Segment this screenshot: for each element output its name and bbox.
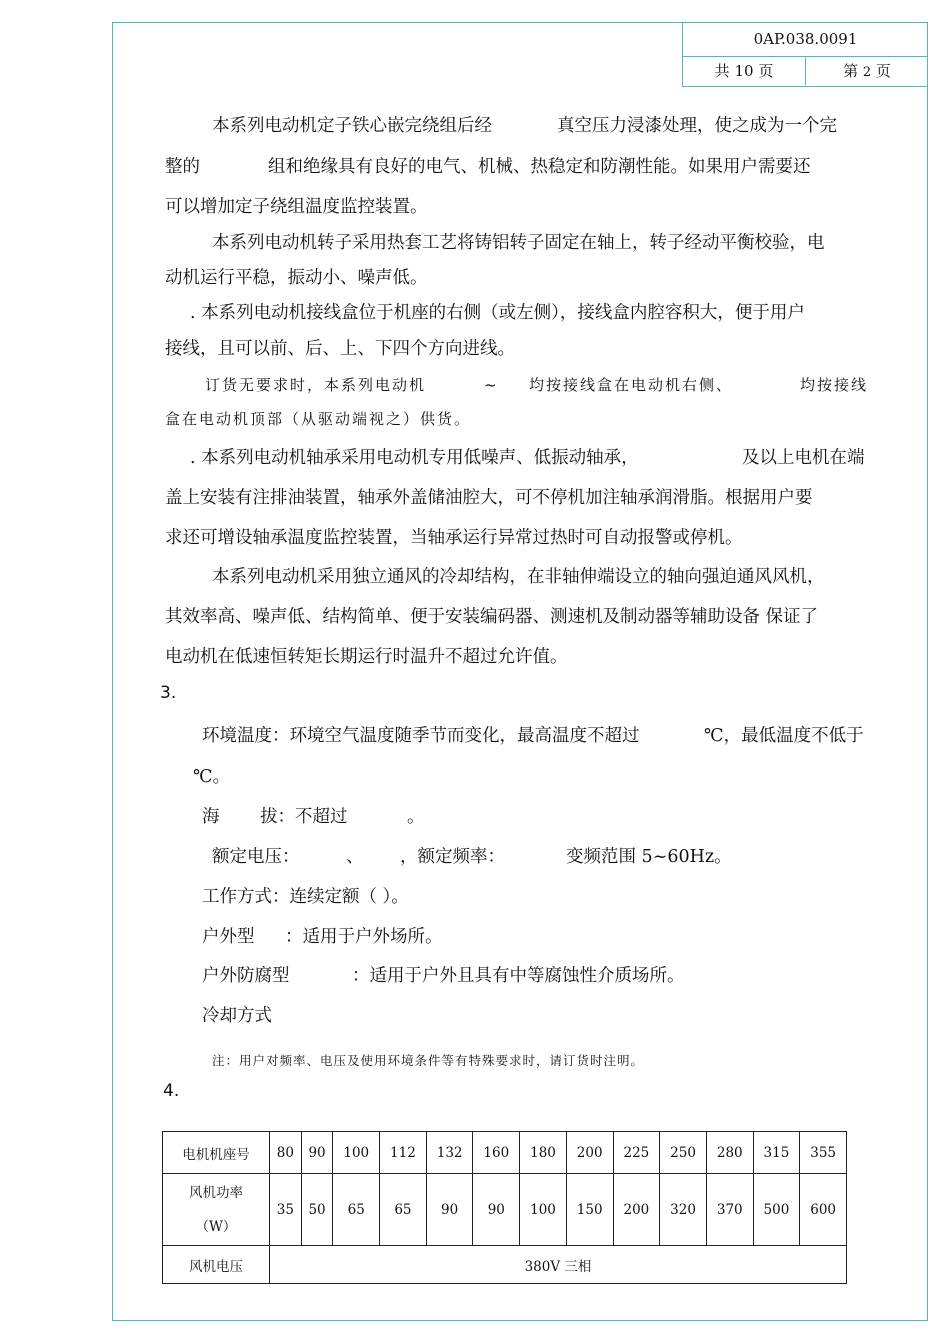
section-heading: 3. [160,683,177,703]
header-box [682,22,928,87]
env-temperature: ℃。 [193,767,231,787]
paragraph-line: 接线，且可以前、后、上、下四个方向进线。 [165,339,515,359]
paragraph-line: 及以上电机在端 [742,448,865,468]
table-cell: 250 [660,1132,707,1174]
rated-voltage: 额定电压： [212,847,300,867]
anticorrosion-type: 户外防腐型 [202,966,290,986]
fan-table [162,1131,847,1284]
table-cell: 180 [520,1132,567,1174]
paragraph-line: 动机运行平稳，振动小、噪声低。 [165,268,428,288]
paragraph-line: 真空压力浸漆处理，使之成为一个完 [557,116,837,136]
table-cell: 320 [660,1174,707,1246]
table-cell: 315 [753,1132,800,1174]
paragraph-line: . 本系列电动机轴承采用电动机专用低噪声、低振动轴承， [190,448,639,468]
table-cell: 132 [426,1132,473,1174]
paragraph-line: 均按接线盒在电动机右侧、 [529,376,734,394]
table-cell: 150 [566,1174,613,1246]
table-cell: 500 [753,1174,800,1246]
anticorrosion-type: ：适用于户外且具有中等腐蚀性介质场所。 [352,966,685,986]
table-cell: 370 [706,1174,753,1246]
table-cell: 200 [566,1132,613,1174]
paragraph-line: . 本系列电动机接线盒位于机座的右侧（或左侧），接线盒内腔容积大，便于用户 [190,303,805,323]
table-row [163,1174,847,1246]
altitude-label: 海 [202,807,220,827]
table-cell: 280 [706,1132,753,1174]
table-cell: 380V 三相 [270,1246,847,1284]
table-cell: 90 [426,1174,473,1246]
altitude-label: 拔：不超过 [260,807,348,827]
table-header-cell: 风机电压 [163,1246,270,1284]
table-cell: 355 [800,1132,847,1174]
rated-voltage: 、 [346,847,364,867]
outdoor-type: 户外型 [202,927,255,947]
paragraph-line: ~ [484,376,499,394]
paragraph-line: 可以增加定子绕组温度监控装置。 [165,197,428,217]
paragraph-line: 订货无要求时，本系列电动机 [205,376,427,394]
paragraph-line: 本系列电动机转子采用热套工艺将铸铝转子固定在轴上，转子经动平衡校验，电 [212,233,825,253]
env-temperature: 环境温度：环境空气温度随季节而变化，最高温度不超过 [202,726,640,746]
table-header-cell: 电机机座号 [163,1132,270,1174]
table-cell: 100 [333,1132,380,1174]
rated-voltage: 变频范围 5~60Hz。 [566,847,732,867]
section-heading: 4. [163,1081,180,1101]
cooling-method: 冷却方式 [202,1006,272,1026]
table-header-cell: 风机功率 （W） [163,1174,270,1246]
paragraph-line: 盖上安装有注排油装置，轴承外盖储油腔大，可不停机加注轴承润滑脂。根据用户要 [165,488,813,508]
table-cell: 200 [613,1174,660,1246]
table-cell: 160 [473,1132,520,1174]
paragraph-line: 盒在电动机顶部（从驱动端视之）供货。 [165,410,472,428]
doc-code: 0AP.038.0091 [683,22,928,57]
table-cell: 90 [473,1174,520,1246]
total-pages: 共 10 页 [714,62,774,80]
outdoor-type: ：适用于户外场所。 [285,927,443,947]
table-cell: 225 [613,1132,660,1174]
table-cell: 600 [800,1174,847,1246]
paragraph-line: 求还可增设轴承温度监控装置，当轴承运行异常过热时可自动报警或停机。 [165,528,743,548]
table-cell: 112 [380,1132,427,1174]
table-cell: 50 [301,1174,333,1246]
table-cell: 100 [520,1174,567,1246]
table-cell: 80 [270,1132,302,1174]
table-row [163,1246,847,1284]
paragraph-line: 其效率高、噪声低、结构简单、便于安装编码器、测速机及制动器等辅助设备 保证了 [165,607,819,627]
paragraph-line: 电动机在低速恒转矩长期运行时温升不超过允许值。 [165,647,568,667]
table-cell: 90 [301,1132,333,1174]
env-temperature: ℃，最低温度不低于 [704,726,864,746]
paragraph-line: 本系列电动机采用独立通风的冷却结构，在非轴伸端设立的轴向强迫通风风机， [212,567,825,587]
paragraph-line: 整的 [165,157,200,177]
duty-type: 工作方式：连续定额（ ）。 [202,887,409,907]
table-row [163,1132,847,1174]
rated-voltage: ，额定频率： [400,847,505,867]
table-cell: 65 [380,1174,427,1246]
table-cell: 65 [333,1174,380,1246]
page-number: 第 2 页 [805,57,928,85]
paragraph-line: 均按接线 [800,376,869,394]
table-cell: 35 [270,1174,302,1246]
paragraph-line: 本系列电动机定子铁心嵌完绕组后经 [212,116,492,136]
altitude-label: 。 [407,807,425,827]
paragraph-line: 组和绝缘具有良好的电气、机械、热稳定和防潮性能。如果用户需要还 [268,157,811,177]
note: 注：用户对频率、电压及使用环境条件等有特殊要求时，请订货时注明。 [212,1053,645,1068]
